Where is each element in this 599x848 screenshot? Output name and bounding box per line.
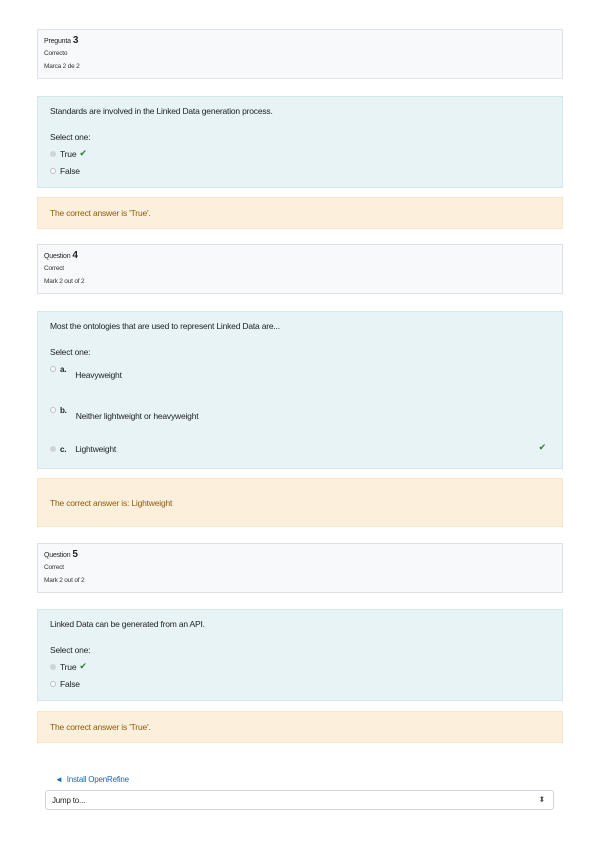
question-state: Correct	[44, 265, 64, 272]
jump-to-select[interactable]	[45, 790, 554, 810]
radio-false[interactable]	[50, 168, 56, 174]
question-grade: Mark 2 out of 2	[44, 577, 85, 584]
select-one-prompt: Select one:	[50, 347, 91, 357]
option-letter: c.	[60, 444, 67, 454]
option-false[interactable]	[50, 679, 80, 689]
option-true[interactable]	[50, 148, 87, 159]
select-one-prompt: Select one:	[50, 645, 91, 655]
question-5-formulation	[37, 609, 563, 701]
question-4-info	[37, 244, 563, 294]
question-text: Standards are involved in the Linked Data generation process.	[50, 106, 273, 116]
question-state: Correct	[44, 564, 64, 571]
question-4-formulation	[37, 311, 563, 469]
question-state: Correcto	[44, 50, 68, 57]
option-letter: b.	[60, 405, 67, 415]
option-label: Lightweight	[75, 444, 117, 454]
option-true[interactable]	[50, 661, 87, 672]
correct-check-icon: ✔	[79, 661, 87, 671]
question-5-feedback: The correct answer is 'True'.	[37, 711, 563, 743]
question-number: Question 4	[44, 250, 78, 261]
arrow-left-icon: ◄	[55, 775, 63, 784]
question-grade: Marca 2 de 2	[44, 63, 80, 70]
radio-false[interactable]	[50, 681, 56, 687]
question-5-info	[37, 543, 563, 593]
option-letter: a.	[60, 364, 67, 374]
question-grade: Mark 2 out of 2	[44, 278, 85, 285]
jump-to-label: Jump to...	[52, 795, 86, 805]
question-number: Pregunta 3	[44, 35, 79, 46]
correct-check-icon: ✔	[538, 442, 546, 452]
select-caret-icon: ⬍	[538, 795, 545, 804]
option-label: Neither lightweight or heavyweight	[75, 411, 199, 421]
option-label: Heavyweight	[75, 370, 122, 380]
radio-c[interactable]	[50, 446, 56, 452]
radio-a[interactable]	[50, 366, 56, 372]
option-b[interactable]	[50, 405, 198, 421]
question-text: Linked Data can be generated from an API.	[50, 619, 205, 629]
radio-true[interactable]	[50, 151, 56, 157]
question-text: Most the ontologies that are used to represent Linked Data are...	[50, 321, 280, 331]
option-label: True	[60, 661, 77, 672]
question-3-info	[37, 29, 563, 79]
option-a[interactable]	[50, 364, 122, 380]
select-one-prompt: Select one:	[50, 132, 91, 142]
prev-activity-link[interactable]	[55, 775, 129, 784]
option-label: False	[60, 679, 80, 689]
correct-check-icon: ✔	[79, 148, 87, 158]
prev-activity-label: Install OpenRefine	[66, 775, 129, 784]
radio-true[interactable]	[50, 664, 56, 670]
question-3-formulation	[37, 96, 563, 188]
option-c[interactable]	[50, 444, 116, 454]
question-3-feedback: The correct answer is 'True'.	[37, 197, 563, 229]
question-4-feedback: The correct answer is: Lightweight	[37, 478, 563, 527]
radio-b[interactable]	[50, 407, 56, 413]
question-number: Question 5	[44, 549, 78, 560]
option-label: True	[60, 148, 77, 159]
option-false[interactable]	[50, 166, 80, 176]
option-label: False	[60, 166, 80, 176]
